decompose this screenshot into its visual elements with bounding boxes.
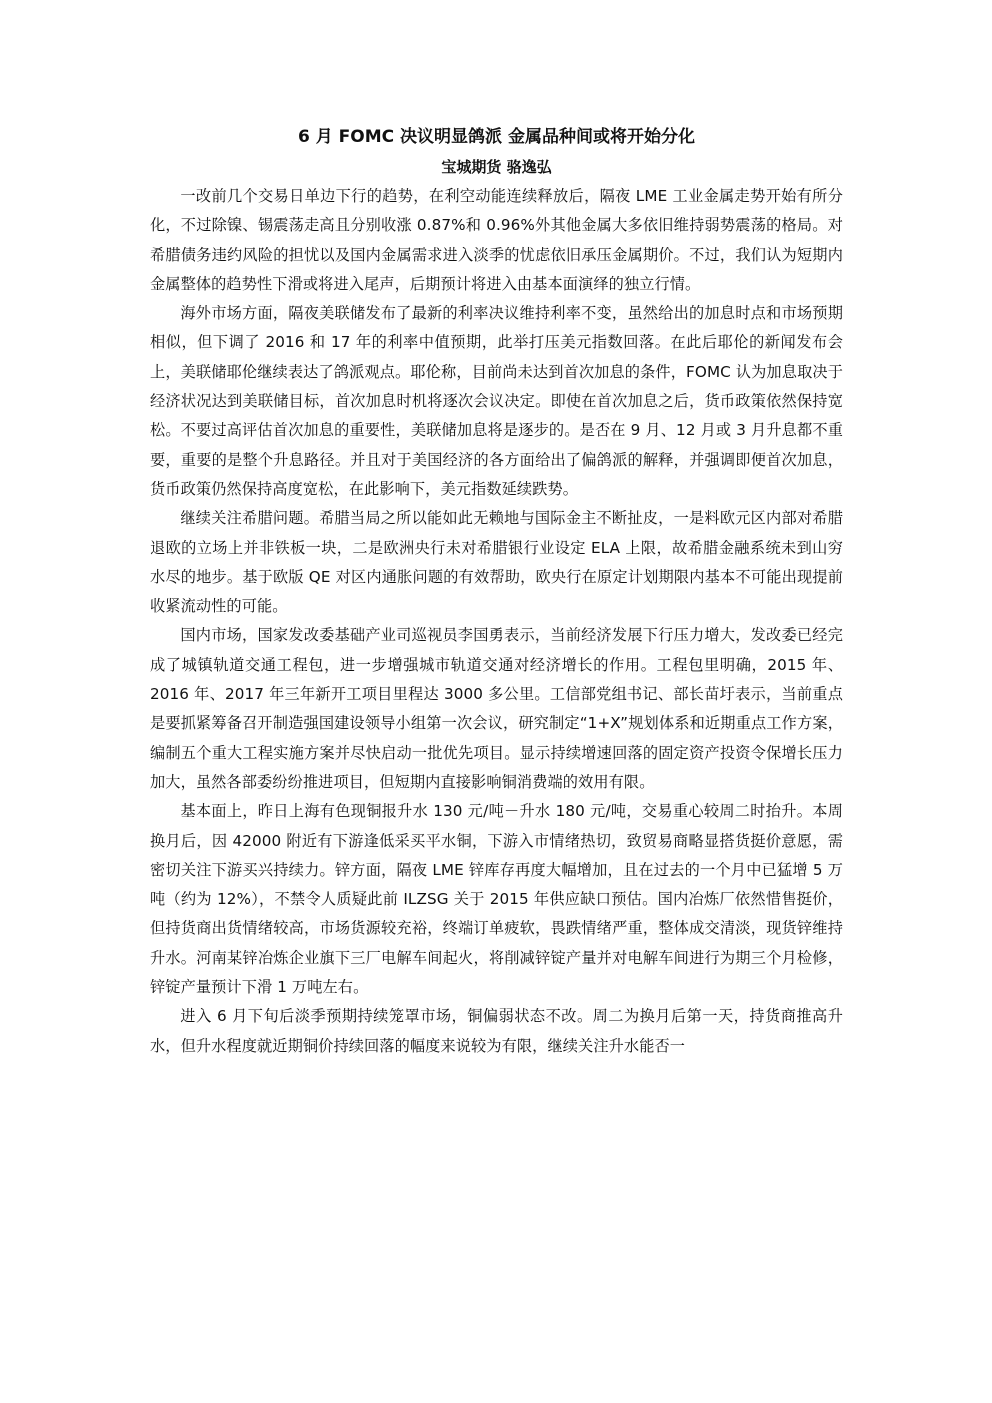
author-byline: 宝城期货 骆逸弘: [441, 158, 552, 176]
paragraph-fundamentals: 基本面上，昨日上海有色现铜报升水 130 元/吨－升水 180 元/吨，交易重心较周二时抬升。本周换月后，因 42000 附近有下游逢低采买平水铜，下游入市情绪热切，致贸易商略显搭货挺价意愿，需密切关注下游买兴持续力。锌方面，隔夜 LME 锌库存再度大幅增加，且在过去的一个月中已猛增 5 万吨（约为 12%），不禁令人质疑此前 ILZSG 关于 2015 年供应缺口预估。国内冶炼厂依然惜售挺价，但持货商出货情绪较高，市场货源较充裕，终端订单疲软，畏跌情绪严重，整体成交清淡，现货锌维持升水。河南某锌冶炼企业旗下三厂电解车间起火，将削减锌锭产量并对电解车间进行为期三个月检修，锌锭产量预计下滑 1 万吨左右。: [150, 802, 843, 997]
paragraph-intro: 一改前几个交易日单边下行的趋势，在利空动能连续释放后，隔夜 LME 工业金属走势开始有所分化，不过除镍、锡震荡走高且分别收涨 0.87%和 0.96%外其他金属大多依旧维持弱势震荡的格局。对希腊债务违约风险的担忧以及国内金属需求进入淡季的忧虑依旧承压金属期价。不过，我们认为短期内金属整体的趋势性下滑或将进入尾声，后期预计将进入由基本面演绎的独立行情。: [150, 187, 843, 293]
paragraph-greece: 继续关注希腊问题。希腊当局之所以能如此无赖地与国际金主不断扯皮，一是料欧元区内部对希腊退欧的立场上并非铁板一块，二是欧洲央行未对希腊银行业设定 ELA 上限，故希腊金融系统未到山穷水尽的地步。基于欧版 QE 对区内通胀问题的有效帮助，欧央行在原定计划期限内基本不可能出现提前收紧流动性的可能。: [150, 509, 843, 616]
paragraph-overseas-market: 海外市场方面，隔夜美联储发布了最新的利率决议维持利率不变，虽然给出的加息时点和市场预期相似，但下调了 2016 和 17 年的利率中值预期，此举打压美元指数回落。在此后耶伦的新闻发布会上，美联储耶伦继续表达了鸽派观点。耶伦称，目前尚未达到首次加息的条件，FOMC 认为加息取决于经济状况达到美联储目标，首次加息时机将逐次会议决定。即使在首次加息之后，货币政策依然保持宽松。不要过高评估首次加息的重要性，美联储加息将是逐步的。是否在 9 月、12 月或 3 月升息都不重要，重要的是整个升息路径。并且对于美国经济的各方面给出了偏鸽派的解释，并强调即便首次加息，货币政策仍然保持高度宽松，在此影响下，美元指数延续跌势。: [150, 304, 843, 498]
document-title: 6 月 FOMC 决议明显鸽派 金属品种间或将开始分化: [298, 127, 695, 147]
document-body: [150, 122, 843, 1061]
paragraph-domestic-market: 国内市场，国家发改委基础产业司巡视员李国勇表示，当前经济发展下行压力增大，发改委已经完成了城镇轨道交通工程包，进一步增强城市轨道交通对经济增长的作用。工程包里明确，2015 年、2016 年、2017 年三年新开工项目里程达 3000 多公里。工信部党组书记、部长苗圩表示，当前重点是要抓紧筹备召开制造强国建设领导小组第一次会议，研究制定“1+X”规划体系和近期重点工作方案，编制五个重大工程实施方案并尽快启动一批优先项目。显示持续增速回落的固定资产投资令保增长压力加大，虽然各部委纷纷推进项目，但短期内直接影响铜消费端的效用有限。: [150, 626, 843, 791]
paragraph-outlook: 进入 6 月下旬后淡季预期持续笼罩市场，铜偏弱状态不改。周二为换月后第一天，持货商推高升水，但升水程度就近期铜价持续回落的幅度来说较为有限，继续关注升水能否一: [150, 1007, 843, 1055]
